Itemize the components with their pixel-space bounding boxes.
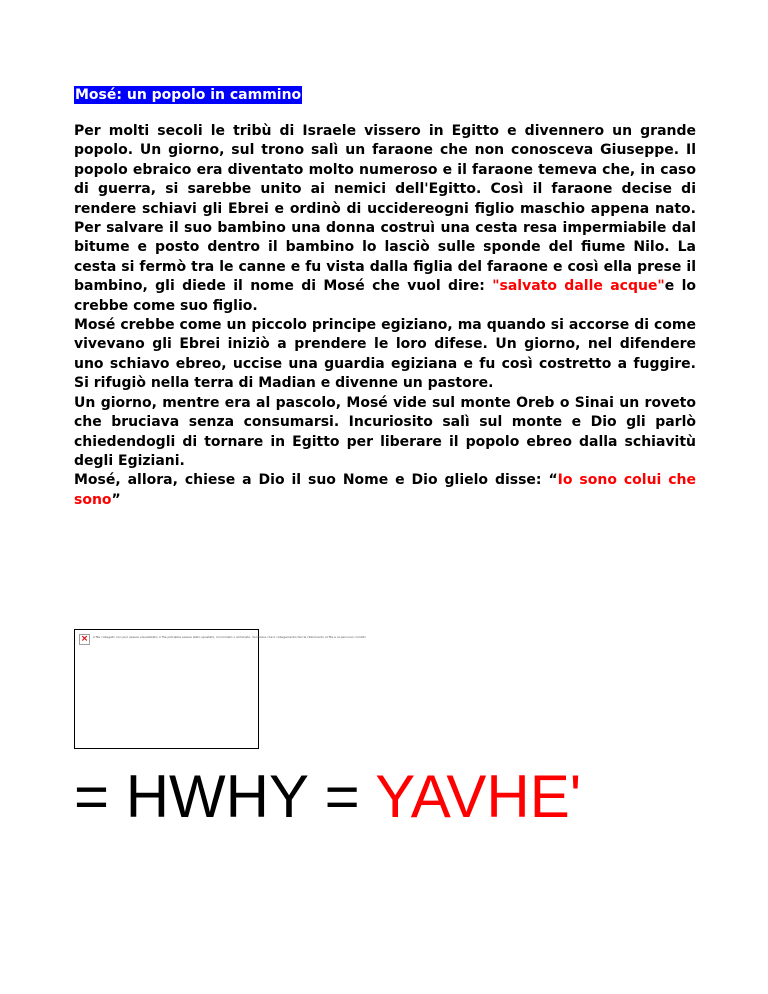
paragraph-4-highlight: Io sono colui che sono — [74, 472, 697, 508]
paragraph-2 — [74, 316, 696, 394]
image-alt-text: Il file collegato non può essere visualizzato. Il file potrebbe essere stato spostato, rinominato o eliminato. Verificare che il collegamento faccia riferimento al file e al percorso corretti. — [93, 635, 367, 639]
paragraph-1-text-end: e lo crebbe come suo figlio. — [74, 278, 696, 314]
paragraph-3-text: Un giorno, mentre era al pascolo, Mosé vide sul monte Oreb o Sinai un roveto che bruciava senza consumarsi. Incuriosito salì sul monte e Dio gli parlò chiedendogli di tornare in Egitto per liberare il popolo ebreo dalla schiavitù degli Egiziani. — [74, 394, 696, 469]
tetragram-prefix: = HWHY = — [74, 763, 376, 830]
paragraph-4-text: Mosé, allora, chiese a Dio il suo Nome e Dio glielo disse: “ — [74, 472, 558, 489]
paragraph-4 — [74, 471, 696, 510]
paragraph-1-text: Per molti secoli le tribù di Israele vissero in Egitto e divennero un grande popolo. Un giorno, sul trono salì un faraone che non conosceva Giuseppe. Il popolo ebraico era diventato molto numeroso e il faraone temeva che, in caso di guerra, si sarebbe unito ai nemici dell'Egitto. Così il faraone decise di rendere schiavi gli Ebrei e ordinò di uccidereogni figlio maschio appena nato. Per salvare il suo bambino una donna costruì una cesta resa impermiabile dal bitume e posto dentro il bambino lo lasciò sulle sponde del fiume Nilo. La cesta si fermò tra le canne e fu vista dalla figlia del faraone e così ella prese il bambino, gli diede il nome di Mosé che vuol dire: — [74, 123, 696, 295]
paragraph-2-text: Mosé crebbe come un piccolo principe egiziano, ma quando si accorse di come vivevano gli Ebrei iniziò a prendere le loro difese. Un giorno, nel difendere uno schiavo ebreo, uccise una guardia egiziana e fu così costretto a fuggire. Si rifugiò nella terra di Madian e divenne un pastore. — [74, 317, 696, 392]
paragraph-1 — [74, 122, 696, 316]
paragraph-3 — [74, 394, 696, 472]
document-body — [74, 122, 696, 510]
tetragram-line — [74, 762, 581, 832]
paragraph-4-text-end: ” — [111, 491, 121, 508]
tetragram-name: YAVHE' — [375, 763, 582, 830]
paragraph-1-highlight: "salvato dalle acque" — [492, 278, 665, 295]
broken-image-icon: × — [80, 634, 89, 644]
document-title: Mosé: un popolo in cammino — [75, 87, 302, 103]
broken-image-placeholder — [74, 629, 367, 749]
